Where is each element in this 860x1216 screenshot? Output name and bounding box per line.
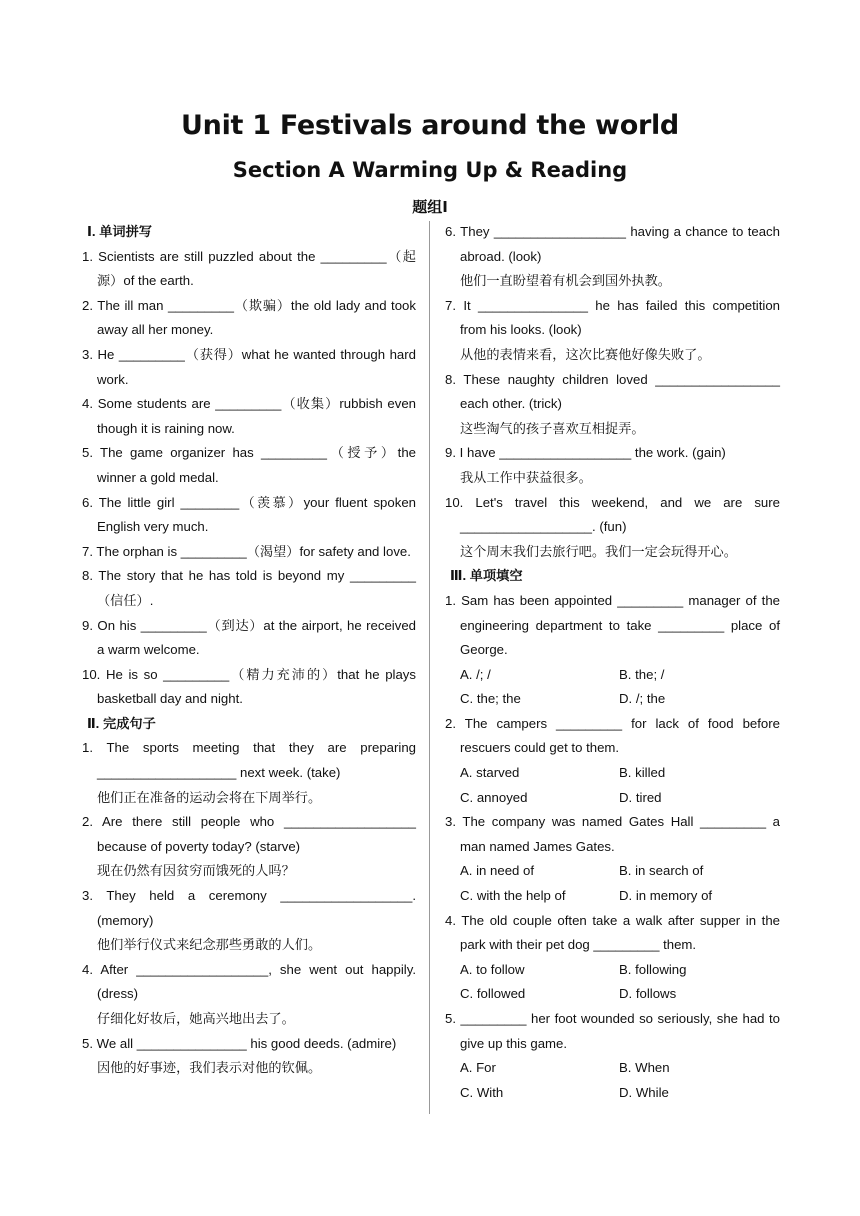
choice-options [445, 761, 780, 810]
column-divider [429, 221, 430, 1114]
sentence-translation: 这个周末我们去旅行吧。我们一定会玩得开心。 [460, 543, 737, 559]
sentence-translation: 现在仍然有因贫穷而饿死的人吗？ [97, 863, 295, 879]
section-heading-spelling: Ⅰ. 单词拼写 [87, 224, 152, 239]
choice-options [445, 1056, 780, 1105]
sentence-item: 6. They __________________ having a chance to teach abroad. (look) [445, 224, 780, 264]
sentence-translation: 这些淘气的孩子喜欢互相捉弄。 [460, 420, 645, 436]
choice-question: 3. The company was named Gates Hall _________ a man named James Gates. [445, 814, 780, 854]
spelling-item: 4. Some students are _________（收集）rubbish even though it is raining now. [82, 396, 416, 436]
choice-question: 2. The campers _________ for lack of food before rescuers could get to them. [445, 715, 780, 756]
option-c: C. With [460, 1084, 504, 1100]
sentence-item: 9. I have __________________ the work. (gain) [445, 445, 726, 461]
sentence-item: 8. These naughty children loved _________________ each other. (trick) [445, 371, 780, 412]
option-c: C. with the help of [460, 888, 566, 904]
spelling-item: 3. He _________（获得）what he wanted through hard work. [82, 346, 416, 387]
choice-question: 1. Sam has been appointed _________ manager of the engineering department to take _________ place of George. [445, 592, 780, 658]
sentence-item: 4. After __________________, she went out happily. (dress) [82, 961, 416, 1002]
sentence-item: 1. The sports meeting that they are preparing ___________________ next week. (take) [82, 740, 416, 781]
sentence-item: 2. Are there still people who __________________ because of poverty today? (starve) [82, 814, 416, 854]
sentence-translation: 因他的好事迹，我们表示对他的钦佩。 [97, 1060, 322, 1076]
spelling-item: 5. The game organizer has _________（授予）the winner a gold medal. [82, 445, 416, 485]
section-heading-sentences: Ⅱ. 完成句子 [87, 715, 156, 731]
option-c: C. followed [460, 986, 526, 1002]
choice-question: 4. The old couple often take a walk after supper in the park with their pet dog _________ them. [445, 912, 780, 953]
option-d: D. /; the [619, 691, 666, 707]
choice-options [445, 958, 780, 1007]
left-column [82, 220, 416, 1081]
section-heading-choice: Ⅲ. 单项填空 [450, 568, 523, 584]
spelling-item: 1. Scientists are still puzzled about the _________（起源）of the earth. [82, 248, 416, 289]
option-a: A. For [460, 1060, 496, 1076]
sentence-item: 3. They held a ceremony __________________. (memory) [82, 888, 416, 928]
sentence-translation: 他们举行仪式来纪念那些勇敢的人们。 [97, 937, 322, 953]
option-a: A. starved [460, 765, 520, 781]
option-d: D. follows [619, 986, 677, 1002]
spelling-item: 9. On his _________（到达）at the airport, he received a warm welcome. [82, 617, 416, 658]
option-a: A. /; / [460, 666, 491, 682]
option-b: B. killed [619, 765, 666, 781]
choice-options [445, 859, 780, 908]
option-b: B. in search of [619, 863, 704, 879]
option-d: D. tired [619, 789, 662, 805]
option-c: C. annoyed [460, 789, 528, 805]
spelling-item: 6. The little girl ________（羡慕）your fluent spoken English very much. [82, 494, 416, 535]
sentence-translation: 从他的表情来看，这次比赛他好像失败了。 [460, 346, 711, 362]
choice-options [445, 663, 780, 712]
page-title: Unit 1 Festivals around the world [181, 110, 679, 141]
spelling-item: 2. The ill man _________（欺骗）the old lady and took away all her money. [82, 297, 416, 338]
sentence-translation: 我从工作中获益很多。 [460, 469, 592, 485]
sentence-translation: 仔细化好妆后，她高兴地出去了。 [97, 1011, 295, 1026]
option-d: D. While [619, 1084, 669, 1100]
sentence-item: 5. We all _______________ his good deeds. (admire) [82, 1035, 397, 1051]
option-b: B. the; / [619, 666, 665, 682]
option-a: A. to follow [460, 961, 525, 977]
group-label: 题组Ⅰ [412, 198, 448, 216]
spelling-item: 10. He is so _________（精力充沛的）that he plays basketball day and night. [82, 666, 416, 707]
choice-question: 5. _________ her foot wounded so seriously, she had to give up this game. [445, 1011, 780, 1051]
right-column [445, 220, 780, 1105]
sentence-item: 10. Let's travel this weekend, and we are sure __________________. (fun) [445, 494, 780, 535]
option-c: C. the; the [460, 691, 521, 707]
spelling-item: 8. The story that he has told is beyond my _________（信任）. [82, 568, 416, 608]
sentence-translation: 他们正在准备的运动会将在下周举行。 [97, 789, 322, 805]
option-a: A. in need of [460, 863, 535, 879]
sentence-item: 7. It _______________ he has failed this competition from his looks. (look) [445, 297, 780, 338]
option-b: B. following [619, 961, 687, 977]
spelling-item: 7. The orphan is _________（渴望）for safety and love. [82, 543, 411, 559]
section-subtitle: Section A Warming Up & Reading [232, 158, 628, 182]
sentence-translation: 他们一直盼望着有机会到国外执教。 [460, 273, 671, 289]
option-b: B. When [619, 1060, 670, 1076]
option-d: D. in memory of [619, 888, 713, 904]
